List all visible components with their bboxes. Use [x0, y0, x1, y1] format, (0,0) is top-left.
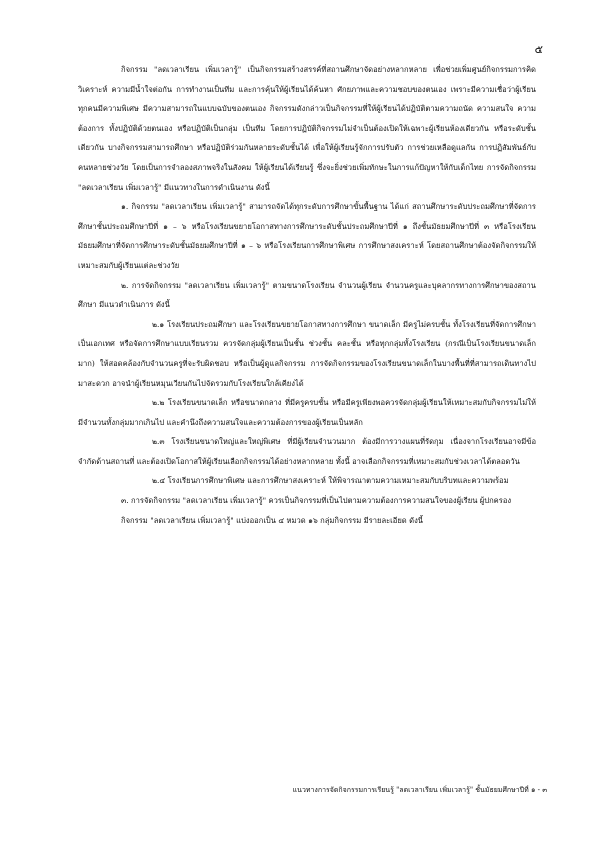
item-2-paragraph: ๒. การจัดกิจกรรม "ลดเวลาเรียน เพิ่มเวลารู้" ตามขนาดโรงเรียน จำนวนผู้เรียน จำนวนครูและบุคลากรทางการศึกษาของสถานศึกษา มีแนวดำเนินการ ดังนี้ [78, 280, 536, 310]
intro-paragraph: กิจกรรม "ลดเวลาเรียน เพิ่มเวลารู้" เป็นกิจกรรมสร้างสรรค์ที่สถานศึกษาจัดอย่างหลากหลาย เพื่อช่วยเพิ่มศูนย์กิจกรรมการคิดวิเคราะห์ ความมีน้ำใจต่อกัน การทำงานเป็นทีม และการคุ้นให้ผู้เรียนได้ค้นหา ศักยภาพและความชอบของตนเอง เพราะมีความเชื่อว่าผู้เรียนทุกคนมีความพิเศษ มีความสามารถในแบบฉบับของตนเอง กิจกรรมดังกล่าวเป็นกิจกรรมที่ให้ผู้เรียนได้ปฏิบัติตามความถนัด ความสนใจ ความต้องการ ทั้งปฏิบัติด้วยตนเอง หรือปฏิบัติเป็นกลุ่ม เป็นทีม โดยการปฏิบัติกิจกรรมไม่จำเป็นต้องเปิดให้เฉพาะผู้เรียนห้องเดียวกัน หรือระดับชั้นเดียวกัน บางกิจกรรมสามารถศึกษา หรือปฏิบัติร่วมกันหลายระดับชั้นได้ เพื่อให้ผู้เรียนรู้จักการปรับตัว การช่วยเหลือดูแลกัน การปฏิสัมพันธ์กับคนหลายช่วงวัย โดยเป็นการจำลองสภาพจริงในสังคม ให้ผู้เรียนได้เรียนรู้ ซึ่งจะยิ่งช่วยเพิ่มทักษะในการแก้ปัญหาให้กับเด็กไทย การจัดกิจกรรม "ลดเวลาเรียน เพิ่มเวลารู้" มีแนวทางในการดำเนินงาน ดังนี้ [78, 65, 536, 192]
item-1-paragraph: ๑. กิจกรรม "ลดเวลาเรียน เพิ่มเวลารู้" สามารถจัดได้ทุกระดับการศึกษาขั้นพื้นฐาน ได้แก่ สถานศึกษาระดับประถมศึกษาที่จัดการศึกษาชั้นประถมศึกษาปีที่ ๑ – ๖ หรือโรงเรียนขยายโอกาสทางการศึกษาระดับชั้นประถมศึกษาปีที่ ๑ ถึงชั้นมัธยมศึกษาปีที่ ๓ หรือโรงเรียนมัธยมศึกษาที่จัดการศึกษาระดับชั้นมัธยมศึกษาปีที่ ๑ – ๖ หรือโรงเรียนการศึกษาพิเศษ การศึกษาสงเคราะห์ โดยสถานศึกษาต้องจัดกิจกรรมให้เหมาะสมกับผู้เรียนแต่ละช่วงวัย [78, 202, 536, 270]
page-number: ๕ [534, 43, 543, 56]
item-2-2-paragraph: ๒.๒ โรงเรียนขนาดเล็ก หรือขนาดกลาง ที่มีครูครบชั้น หรือมีครูเพียงพอควรจัดกลุ่มผู้เรียนให้เหมาะสมกับกิจกรรมไม่ให้มีจำนวนทั้งกลุ่มมากเกินไป และคำนึงถึงความสนใจและความต้องการของผู้เรียนเป็นหลัก [78, 398, 536, 427]
item-2-1-paragraph: ๒.๑ โรงเรียนประถมศึกษา และโรงเรียนขยายโอกาสทางการศึกษา ขนาดเล็ก มีครูไม่ครบชั้น ทั้งโรงเรียนที่จัดการศึกษาเป็นเอกเทศ หรือจัดการศึกษาแบบเรียนรวม ควรจัดกลุ่มผู้เรียนเป็นชั้น ช่วงชั้น คละชั้น หรือทุกกลุ่มทั้งโรงเรียน (กรณีเป็นโรงเรียนขนาดเล็กมาก) ให้สอดคล้องกับจำนวนครูที่จะรับผิดชอบ หรือเป็นผู้ดูแลกิจกรรม การจัดกิจกรรมของโรงเรียนขนาดเล็กในบางพื้นที่ที่สามารถเดินทางไปมาสะดวก อาจนำผู้เรียนหมุนเวียนกันไปจัดรวมกับโรงเรียนใกล้เคียงได้ [78, 319, 536, 388]
item-2-4-paragraph: ๒.๔ โรงเรียนการศึกษาพิเศษ และการศึกษาสงเคราะห์ ให้พิจารณาตามความเหมาะสมกับบริบทและความพร้อม [152, 476, 509, 486]
item-2-3-paragraph: ๒.๓ โรงเรียนขนาดใหญ่และใหญ่พิเศษ ที่มีผู้เรียนจำนวนมาก ต้องมีการวางแผนที่รัดกุม เนื่องจากโรงเรียนอาจมีข้อจำกัดด้านสถานที่ และต้องเปิดโอกาสให้ผู้เรียนเลือกกิจกรรมได้อย่างหลากหลาย ทั้งนี้ อาจเลือกกิจกรรมที่เหมาะสมกับช่วงเวลาได้ตลอดวัน [78, 437, 536, 466]
item-3-paragraph: ๓. การจัดกิจกรรม "ลดเวลาเรียน เพิ่มเวลารู้" ควรเป็นกิจกรรมที่เป็นไปตามความต้องการความสนใจของผู้เรียน ผู้ปกครอง [121, 496, 512, 506]
page-footer: แนวทางการจัดกิจกรรมการเรียนรู้ "ลดเวลาเรียน เพิ่มเวลารู้" ชั้นมัธยมศึกษาปีที่ ๑ - ๓ [292, 786, 547, 794]
document-body [78, 60, 536, 530]
closing-paragraph: กิจกรรม "ลดเวลาเรียน เพิ่มเวลารู้" แบ่งออกเป็น ๔ หมวด ๑๖ กลุ่มกิจกรรม มีรายละเอียด ดังนี้ [121, 515, 423, 525]
